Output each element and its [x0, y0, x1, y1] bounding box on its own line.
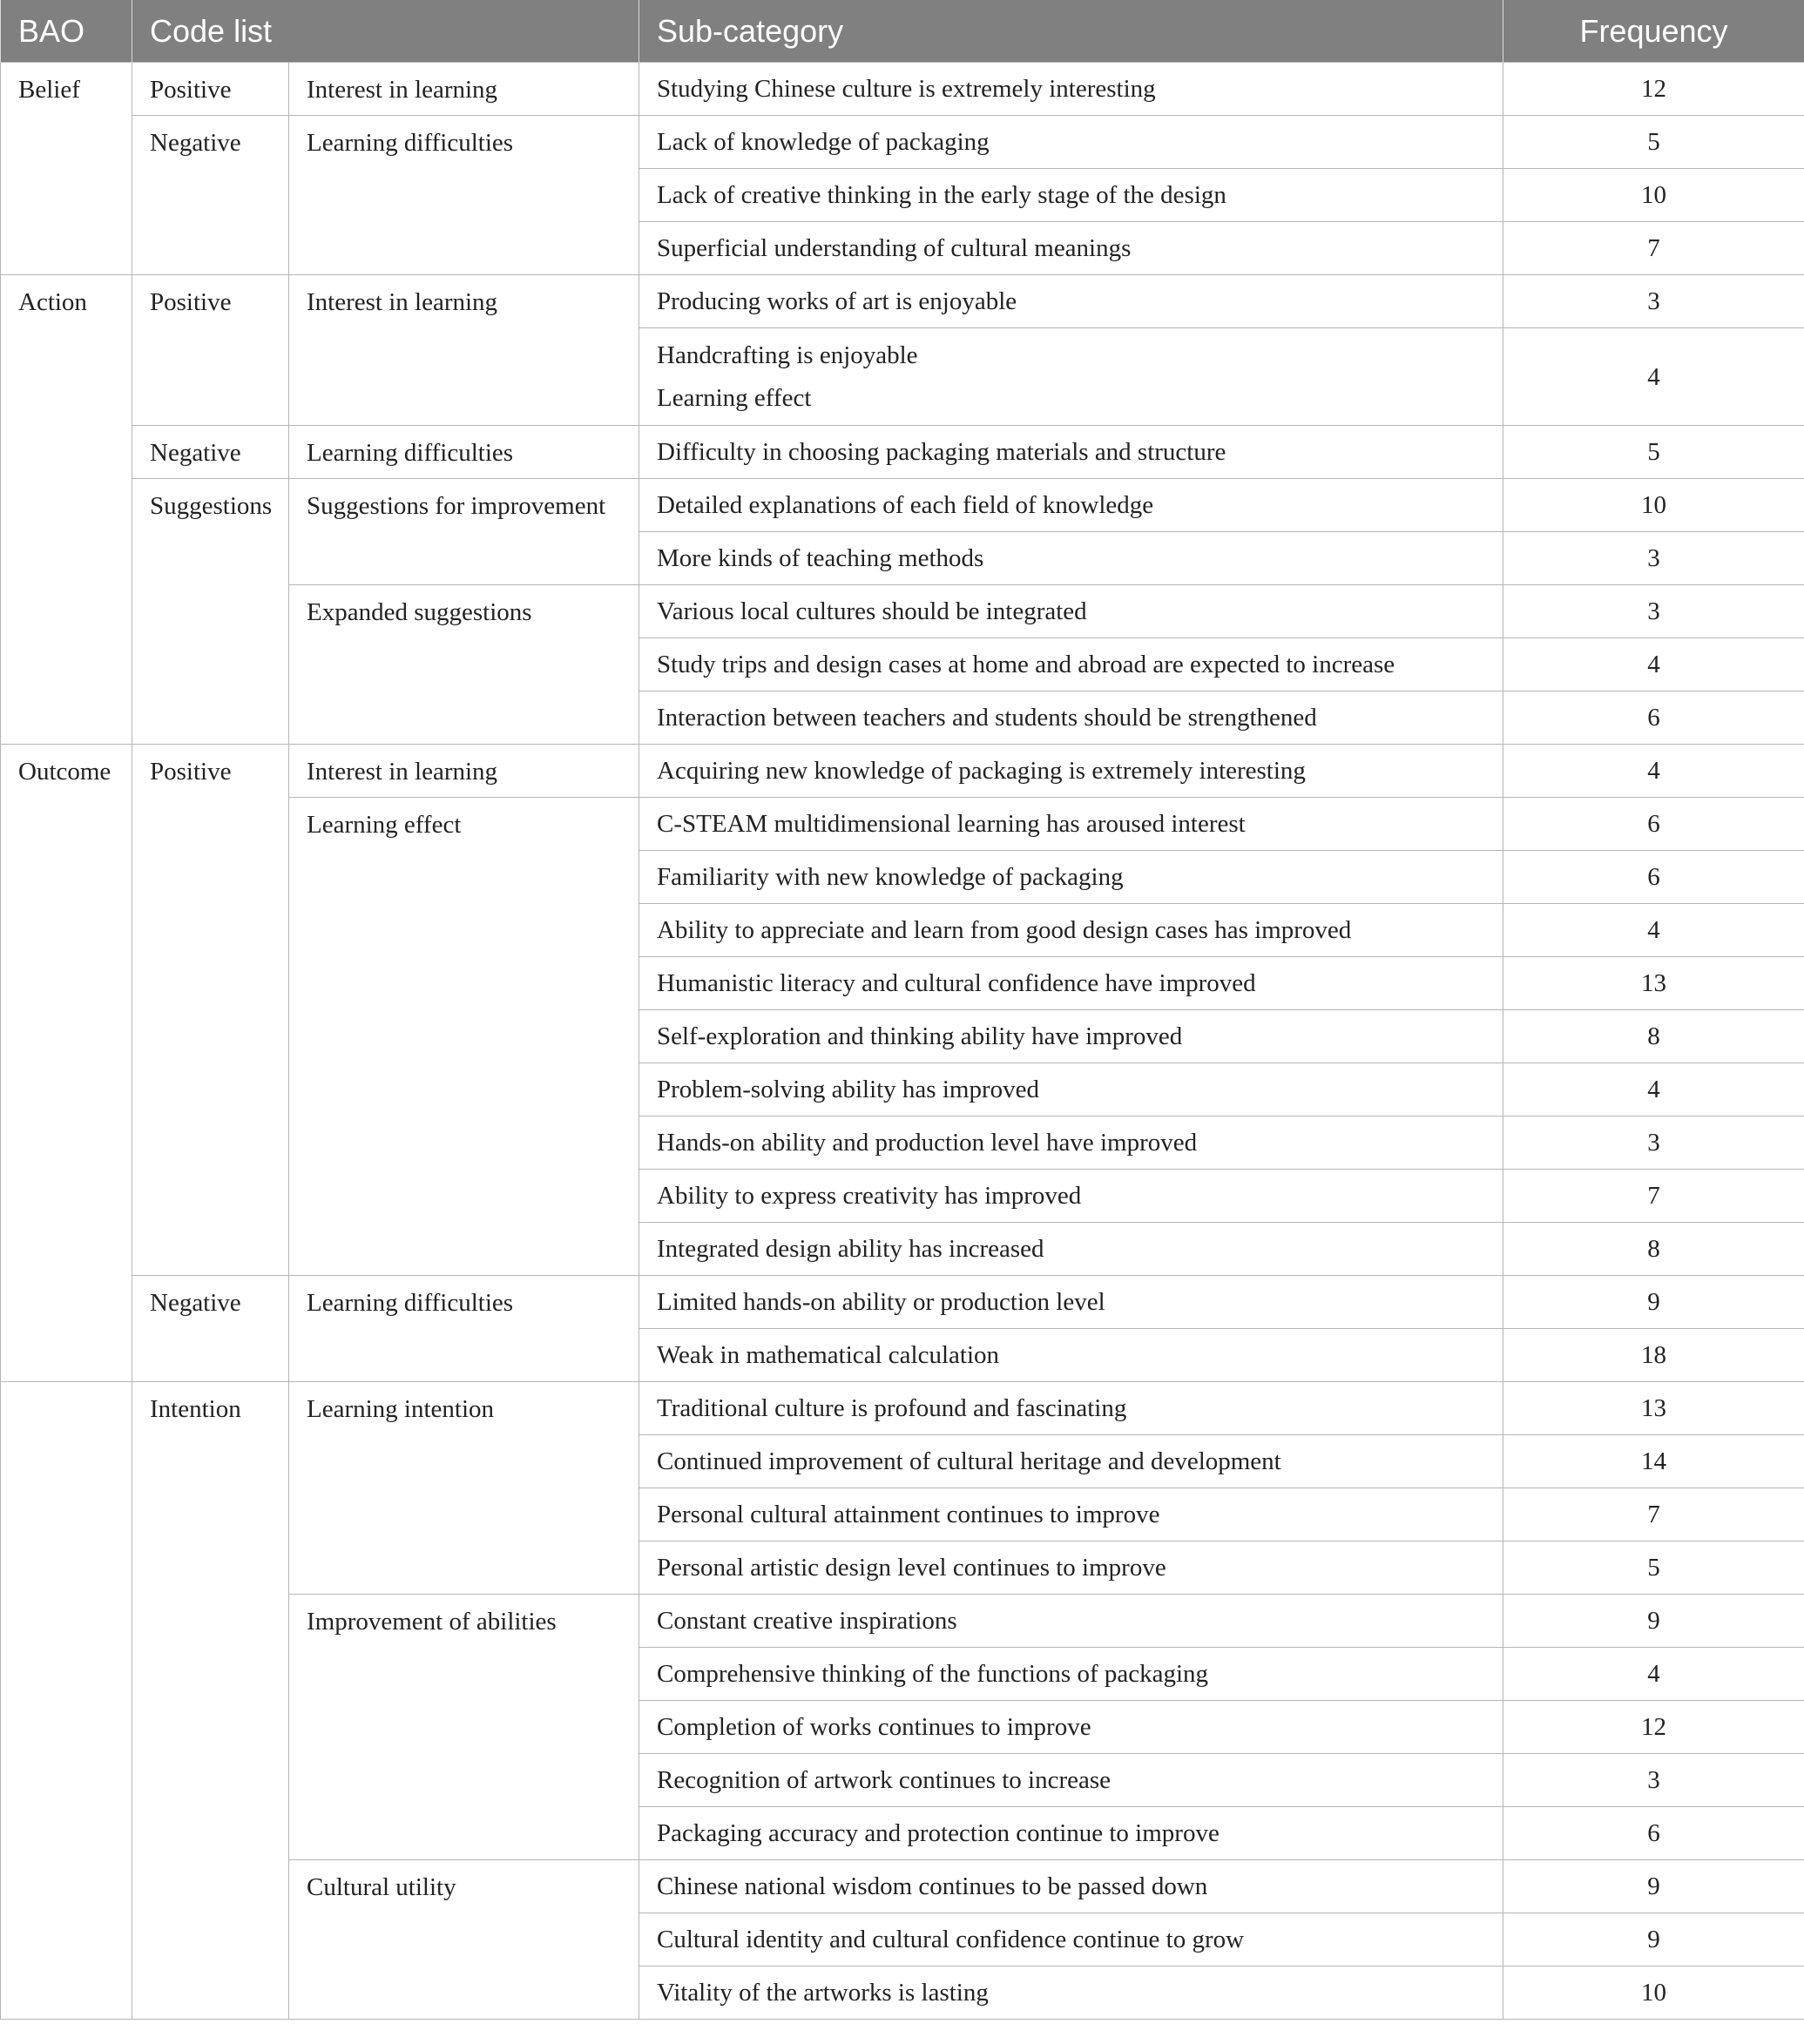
frequency-cell: 8: [1503, 1223, 1804, 1276]
frequency-cell: 5: [1503, 1541, 1804, 1595]
code-interest: Interest in learning: [289, 63, 639, 116]
sub-category-cell: Interaction between teachers and students should be strengthened: [639, 691, 1503, 745]
header-frequency: Frequency: [1503, 0, 1804, 63]
sub-category-cell: Detailed explanations of each field of knowledge: [639, 479, 1503, 532]
table-row: [1, 63, 1804, 116]
frequency-cell: 6: [1503, 851, 1804, 904]
frequency-cell: 9: [1503, 1860, 1804, 1913]
sub-category-cell: Personal artistic design level continues to improve: [639, 1541, 1503, 1595]
sub-category-cell: Lack of creative thinking in the early stage of the design: [639, 169, 1503, 222]
sub-category-cell: Studying Chinese culture is extremely interesting: [639, 63, 1503, 116]
frequency-cell: 3: [1503, 1754, 1804, 1807]
frequency-cell: 7: [1503, 222, 1804, 275]
frequency-cell: 9: [1503, 1276, 1804, 1329]
sub-category-cell: Weak in mathematical calculation: [639, 1329, 1503, 1382]
sub-category-cell: Humanistic literacy and cultural confidence have improved: [639, 957, 1503, 1010]
sub-category-cell: Self-exploration and thinking ability have improved: [639, 1010, 1503, 1063]
sub-category-cell: Hands-on ability and production level have improved: [639, 1116, 1503, 1170]
frequency-cell: 8: [1503, 1010, 1804, 1063]
frequency-cell: 5: [1503, 426, 1804, 479]
bao-action: Action: [1, 275, 132, 745]
frequency-cell: 6: [1503, 691, 1804, 745]
code-expanded: Expanded suggestions: [289, 585, 639, 745]
sub-category-cell: Packaging accuracy and protection continue to improve: [639, 1807, 1503, 1860]
sub-category-cell: Recognition of artwork continues to increase: [639, 1754, 1503, 1807]
frequency-cell: 12: [1503, 1701, 1804, 1754]
code-intention: Intention: [132, 1382, 289, 2020]
sub-category-line: Learning effect: [657, 383, 812, 412]
code-difficulties: Learning difficulties: [289, 1276, 639, 1382]
sub-category-cell: Continued improvement of cultural heritage and development: [639, 1435, 1503, 1488]
frequency-cell: 3: [1503, 585, 1804, 638]
sub-category-cell: [639, 328, 1503, 426]
sub-category-cell: Lack of knowledge of packaging: [639, 116, 1503, 169]
code-effect: Learning effect: [289, 798, 639, 1276]
sub-category-line: Handcrafting is enjoyable: [657, 341, 918, 369]
table-row: [1, 116, 1804, 169]
frequency-cell: 10: [1503, 1966, 1804, 2020]
sub-category-cell: Personal cultural attainment continues to improve: [639, 1488, 1503, 1541]
bao-outcome: Outcome: [1, 745, 132, 1382]
code-positive: Positive: [132, 275, 289, 426]
table-body: [1, 63, 1804, 2020]
bao-intention-blank: [1, 1382, 132, 2020]
frequency-cell: 6: [1503, 1807, 1804, 1860]
sub-category-cell: Constant creative inspirations: [639, 1595, 1503, 1648]
table-row: [1, 479, 1804, 532]
sub-category-cell: More kinds of teaching methods: [639, 532, 1503, 585]
sub-category-cell: Ability to express creativity has improved: [639, 1170, 1503, 1223]
sub-category-cell: C-STEAM multidimensional learning has aroused interest: [639, 798, 1503, 851]
frequency-cell: 4: [1503, 1063, 1804, 1116]
frequency-cell: 10: [1503, 169, 1804, 222]
code-interest: Interest in learning: [289, 275, 639, 426]
sub-category-cell: Various local cultures should be integrated: [639, 585, 1503, 638]
sub-category-cell: Acquiring new knowledge of packaging is extremely interesting: [639, 745, 1503, 798]
frequency-cell: 3: [1503, 1116, 1804, 1170]
frequency-cell: 4: [1503, 1648, 1804, 1701]
frequency-cell: 3: [1503, 532, 1804, 585]
code-improvement: Suggestions for improvement: [289, 479, 639, 585]
code-positive: Positive: [132, 745, 289, 1276]
table-row: [1, 275, 1804, 328]
table-row: [1, 745, 1804, 798]
sub-category-cell: Producing works of art is enjoyable: [639, 275, 1503, 328]
frequency-cell: 12: [1503, 63, 1804, 116]
sub-category-cell: Difficulty in choosing packaging materials and structure: [639, 426, 1503, 479]
code-negative: Negative: [132, 426, 289, 479]
code-learning-intention: Learning intention: [289, 1382, 639, 1595]
table-header: [1, 0, 1804, 63]
code-positive: Positive: [132, 63, 289, 116]
frequency-cell: 5: [1503, 116, 1804, 169]
frequency-cell: 7: [1503, 1488, 1804, 1541]
table-row: [1, 426, 1804, 479]
code-improvement-abilities: Improvement of abilities: [289, 1595, 639, 1860]
frequency-cell: 4: [1503, 745, 1804, 798]
sub-category-cell: Completion of works continues to improve: [639, 1701, 1503, 1754]
sub-category-cell: Study trips and design cases at home and abroad are expected to increase: [639, 638, 1503, 691]
frequency-cell: 13: [1503, 957, 1804, 1010]
frequency-cell: 4: [1503, 904, 1804, 957]
frequency-cell: 9: [1503, 1913, 1804, 1966]
sub-category-cell: Limited hands-on ability or production level: [639, 1276, 1503, 1329]
sub-category-cell: Traditional culture is profound and fascinating: [639, 1382, 1503, 1435]
frequency-cell: 6: [1503, 798, 1804, 851]
code-negative: Negative: [132, 116, 289, 275]
frequency-cell: 10: [1503, 479, 1804, 532]
sub-category-cell: Chinese national wisdom continues to be passed down: [639, 1860, 1503, 1913]
frequency-cell: 14: [1503, 1435, 1804, 1488]
frequency-cell: 3: [1503, 275, 1804, 328]
frequency-cell: 4: [1503, 638, 1804, 691]
code-difficulties: Learning difficulties: [289, 426, 639, 479]
sub-category-cell: Integrated design ability has increased: [639, 1223, 1503, 1276]
code-cultural-utility: Cultural utility: [289, 1860, 639, 2020]
sub-category-cell: Ability to appreciate and learn from good design cases has improved: [639, 904, 1503, 957]
code-negative: Negative: [132, 1276, 289, 1382]
frequency-cell: 13: [1503, 1382, 1804, 1435]
header-code-list: Code list: [132, 0, 639, 63]
header-sub-category: Sub-category: [639, 0, 1503, 63]
code-difficulties: Learning difficulties: [289, 116, 639, 275]
sub-category-cell: Vitality of the artworks is lasting: [639, 1966, 1503, 2020]
frequency-cell: 4: [1503, 328, 1804, 426]
sub-category-cell: Cultural identity and cultural confidence continue to grow: [639, 1913, 1503, 1966]
table-row: [1, 1382, 1804, 1435]
frequency-cell: 7: [1503, 1170, 1804, 1223]
bao-belief: Belief: [1, 63, 132, 275]
code-suggestions: Suggestions: [132, 479, 289, 745]
sub-category-cell: Comprehensive thinking of the functions of packaging: [639, 1648, 1503, 1701]
sub-category-cell: Superficial understanding of cultural meanings: [639, 222, 1503, 275]
code-interest: Interest in learning: [289, 745, 639, 798]
sub-category-cell: Problem-solving ability has improved: [639, 1063, 1503, 1116]
table-row: [1, 1276, 1804, 1329]
frequency-cell: 18: [1503, 1329, 1804, 1382]
header-bao: BAO: [1, 0, 132, 63]
sub-category-cell: Familiarity with new knowledge of packaging: [639, 851, 1503, 904]
frequency-cell: 9: [1503, 1595, 1804, 1648]
